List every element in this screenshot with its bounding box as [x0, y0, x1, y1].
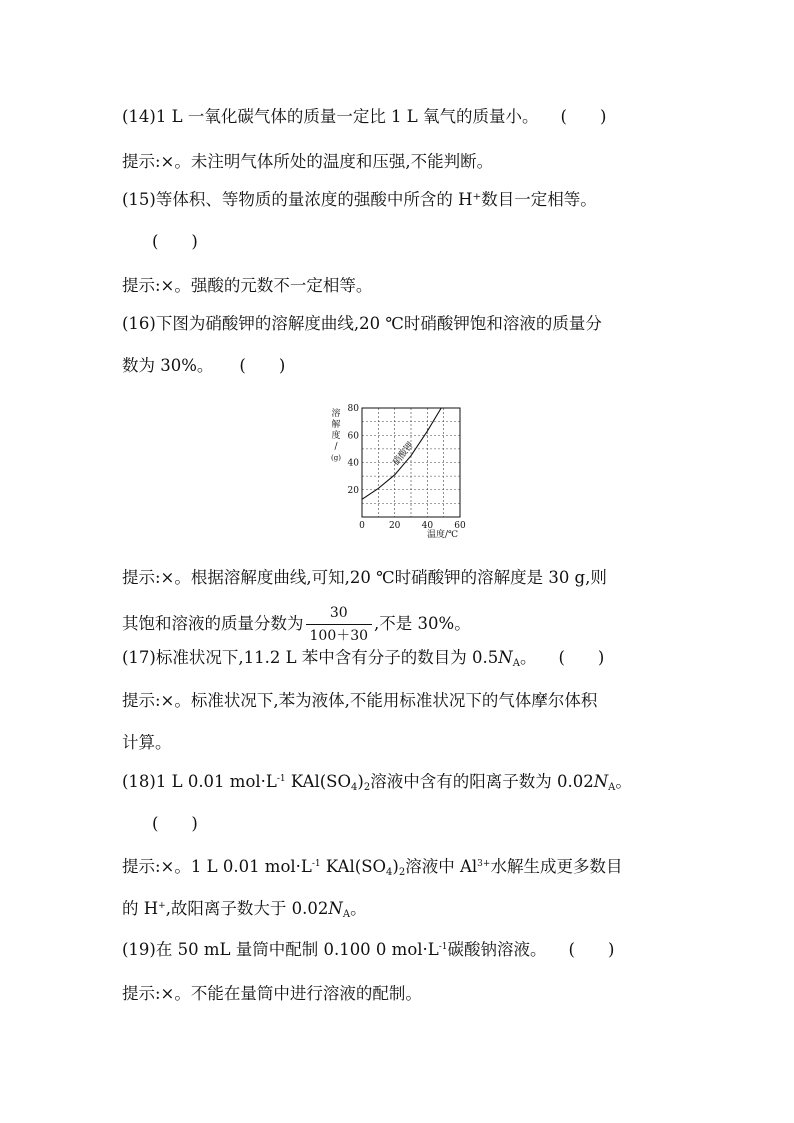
hint-16-tail: ,不是 30%。	[374, 614, 471, 633]
hint-16-line2	[122, 603, 471, 646]
y-axis-label-char: (g)	[331, 454, 341, 462]
subscript: 2	[363, 782, 371, 793]
question-17	[122, 648, 604, 668]
hint-16-line1: 提示:×。根据溶解度曲线,可知,20 ℃时硝酸钾的溶解度是 30 g,则	[122, 568, 607, 587]
hint-17-line1: 提示:×。标准状况下,苯为液体,不能用标准状况下的气体摩尔体积	[122, 691, 598, 710]
hint-18-line1	[122, 857, 622, 877]
question-19-text: (19)在 50 mL 量筒中配制 0.100 0 mol·L	[122, 940, 439, 959]
formula-part: )	[392, 857, 399, 876]
y-axis-label-char: 解	[331, 420, 341, 430]
hint-18-end: 水解生成更多数目	[490, 857, 623, 876]
solubility-chart	[330, 394, 480, 542]
hint-18-end: 。	[350, 899, 367, 918]
avogadro-symbol: N	[498, 648, 513, 667]
y-axis-label	[331, 407, 341, 462]
superscript: -1	[438, 942, 448, 952]
answer-blank: ( )	[558, 648, 605, 667]
question-16-tail: 数为 30%。	[122, 356, 214, 375]
superscript: 3+	[477, 859, 491, 869]
y-axis-label-char: 溶	[331, 409, 341, 419]
chart-grid	[362, 408, 460, 517]
formula-part: KAl(SO	[285, 772, 352, 791]
hint-18-line2	[122, 899, 367, 919]
avogadro-subscript: A	[608, 782, 616, 793]
x-tick-label: 60	[454, 521, 466, 531]
question-18-text: (18)1 L 0.01 mol·L	[122, 772, 277, 791]
question-17-end: 。	[519, 648, 537, 667]
y-tick-label: 20	[347, 485, 359, 496]
x-tick-label: 0	[359, 521, 365, 531]
question-16-line1: (16)下图为硝酸钾的溶解度曲线,20 ℃时硝酸钾饱和溶液的质量分	[122, 314, 602, 333]
hint-18-mid: 溶液中 Al	[405, 857, 478, 876]
subscript: 2	[398, 867, 406, 878]
subscript: 4	[386, 867, 393, 878]
question-14-text: (14)1 L 一氧化碳气体的质量一定比 1 L 氧气的质量小。	[122, 107, 539, 126]
question-18-end: 。	[615, 772, 632, 791]
question-18	[122, 772, 632, 792]
avogadro-subscript: A	[342, 909, 351, 920]
hint-17-line2: 计算。	[122, 733, 172, 752]
y-tick-label: 80	[347, 404, 359, 414]
fraction	[306, 603, 373, 646]
hint-18-mid: ,故阳离子数大于 0.02	[165, 899, 329, 918]
avogadro-symbol: N	[593, 772, 609, 791]
fraction-numerator: 30	[306, 603, 373, 625]
hint-19: 提示:×。不能在量筒中进行溶液的配制。	[122, 984, 422, 1003]
superscript: +	[158, 901, 166, 911]
x-tick-label: 40	[421, 521, 434, 531]
question-15: (15)等体积、等物质的量浓度的强酸中所含的 H⁺数目一定相等。	[122, 190, 597, 209]
fraction-denominator: 100＋30	[309, 628, 369, 644]
y-axis-label-char: /	[334, 442, 338, 452]
answer-blank: ( )	[152, 232, 198, 251]
question-16-line2	[122, 356, 285, 376]
x-axis-label: 温度/℃	[427, 530, 459, 540]
question-14	[122, 107, 606, 127]
answer-blank: ( )	[152, 814, 198, 833]
question-19	[122, 940, 614, 960]
superscript: -1	[311, 859, 321, 869]
superscript: -1	[276, 774, 286, 784]
hint-18-text: 提示:×。1 L 0.01 mol·L	[122, 857, 312, 876]
question-18-rest: 溶液中含有的阳离子数为 0.02	[370, 772, 594, 791]
y-axis-label-char: 度	[331, 431, 341, 441]
answer-blank: ( )	[560, 107, 607, 126]
formula-part: )	[357, 772, 364, 791]
avogadro-symbol: N	[328, 899, 343, 918]
avogadro-subscript: A	[512, 658, 520, 669]
hint-18-text: 的 H	[122, 899, 159, 918]
subscript: 4	[351, 782, 358, 793]
hint-14: 提示:×。未注明气体所处的温度和压强,不能判断。	[122, 152, 494, 171]
answer-blank: ( )	[239, 356, 286, 375]
answer-blank: ( )	[568, 940, 615, 959]
x-tick-label: 20	[388, 521, 401, 531]
y-tick-labels	[348, 404, 360, 496]
formula-part: KAl(SO	[320, 857, 387, 876]
question-17-text: (17)标准状况下,11.2 L 苯中含有分子的数目为 0.5	[122, 648, 499, 667]
hint-15: 提示:×。强酸的元数不一定相等。	[122, 276, 373, 295]
series-label: 硝酸钾	[391, 440, 416, 468]
hint-16-text: 其饱和溶液的质量分数为	[122, 614, 304, 633]
y-tick-label: 60	[347, 431, 359, 442]
question-19-rest: 碳酸钠溶液。	[447, 940, 547, 959]
y-tick-label: 40	[347, 458, 359, 469]
